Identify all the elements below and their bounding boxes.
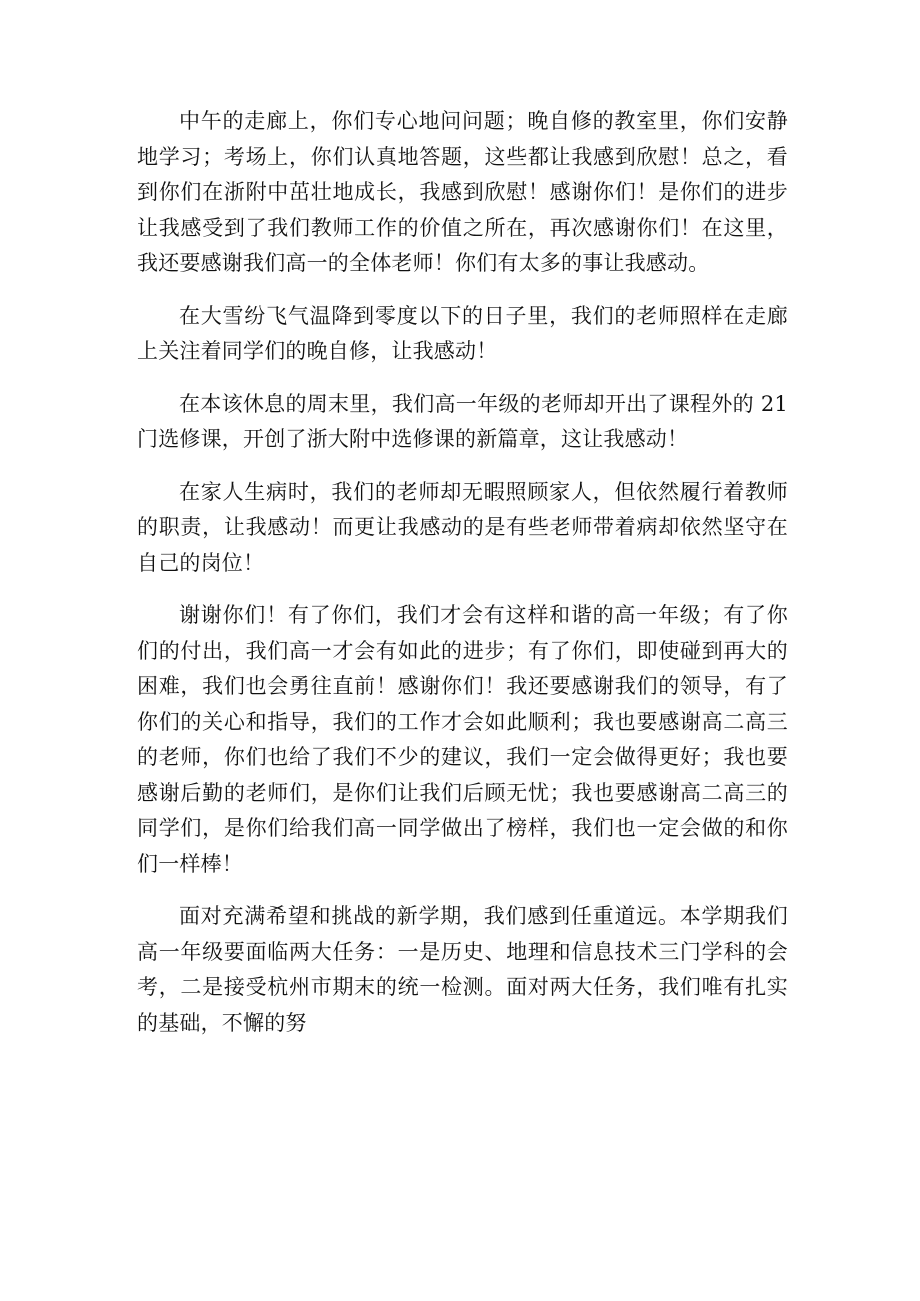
paragraph-1: 中午的走廊上，你们专心地问问题；晚自修的教室里，你们安静地学习；考场上，你们认真地答题，这些都让我感到欣慰！总之，看到你们在浙附中茁壮地成长，我感到欣慰！感谢你们！是你们的进步让我感受到了我们教师工作的价值之所在，再次感谢你们！在这里，我还要感谢我们高一的全体老师！你们有太多的事让我感动。	[137, 109, 788, 275]
paragraph-5: 谢谢你们！有了你们，我们才会有这样和谐的高一年级；有了你们的付出，我们高一才会有如此的进步；有了你们，即使碰到再大的困难，我们也会勇往直前！感谢你们！我还要感谢我们的领导，有了你们的关心和指导，我们的工作才会如此顺利；我也要感谢高二高三的老师，你们也给了我们不少的建议，我们一定会做得更好；我也要感谢后勤的老师们，是你们让我们后顾无忧；我也要感谢高二高三的同学们，是你们给我们高一同学做出了榜样，我们也一定会做的和你们一样棒！	[137, 603, 788, 876]
paragraph-4: 在家人生病时，我们的老师却无暇照顾家人，但依然履行着教师的职责，让我感动！而更让我感动的是有些老师带着病却依然坚守在自己的岗位！	[137, 479, 788, 575]
document-body	[137, 104, 788, 1058]
paragraph-6: 面对充满希望和挑战的新学期，我们感到任重道远。本学期我们高一年级要面临两大任务：一是历史、地理和信息技术三门学科的会考，二是接受杭州市期末的统一检测。面对两大任务，我们唯有扎实的基础，不懈的努	[137, 904, 788, 1035]
paragraph-2: 在大雪纷飞气温降到零度以下的日子里，我们的老师照样在走廊上关注着同学们的晚自修，让我感动！	[137, 303, 788, 363]
paragraph-3: 在本该休息的周末里，我们高一年级的老师却开出了课程外的 21 门选修课，开创了浙大附中选修课的新篇章，这让我感动！	[137, 391, 788, 451]
